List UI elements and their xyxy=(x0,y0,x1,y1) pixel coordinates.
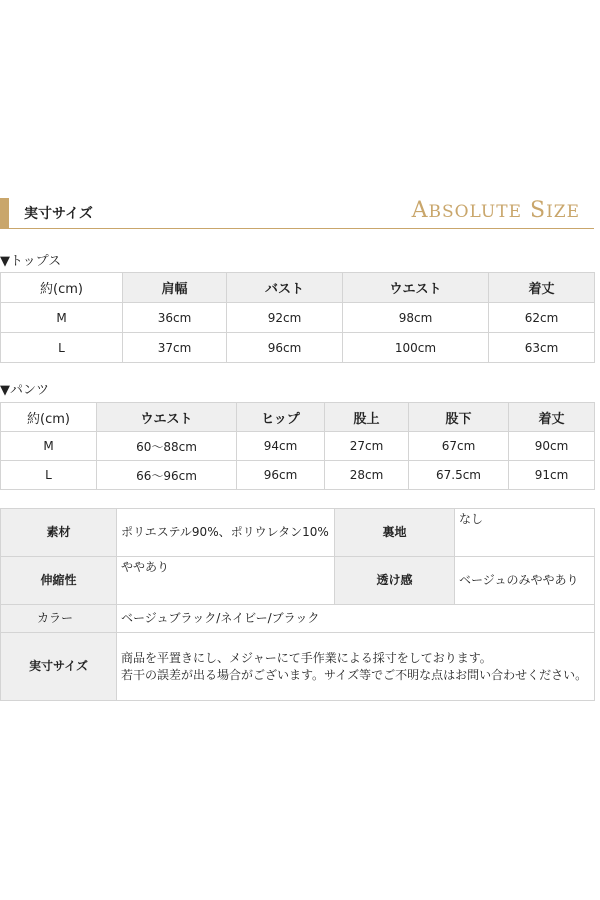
header-cell: 股下 xyxy=(409,403,509,432)
sheer-label: 透け感 xyxy=(335,557,455,605)
header-cell: ウエスト xyxy=(343,273,489,303)
header-cell: ウエスト xyxy=(97,403,237,432)
header-cell: 股上 xyxy=(325,403,409,432)
header-cell: ヒップ xyxy=(237,403,325,432)
material-label: 素材 xyxy=(1,509,117,557)
value-cell: 60〜88cm xyxy=(97,432,237,461)
table-row xyxy=(1,509,595,557)
measure-note: 商品を平置きにし、メジャーにて手作業による採寸をしております。 若干の誤差が出る場合がございます。サイズ等でご不明な点はお問い合わせください。 xyxy=(117,633,595,701)
header-underline xyxy=(0,228,594,229)
table-row xyxy=(1,633,595,701)
value-cell: 66〜96cm xyxy=(97,461,237,490)
header-cell: 着丈 xyxy=(489,273,595,303)
value-cell: 100cm xyxy=(343,333,489,363)
table-header-row xyxy=(1,273,595,303)
value-cell: 27cm xyxy=(325,432,409,461)
material-value: ポリエステル90%、ポリウレタン10% xyxy=(117,509,335,557)
value-cell: 63cm xyxy=(489,333,595,363)
header-cell: 約(cm) xyxy=(1,403,97,432)
pants-size-table xyxy=(0,402,595,490)
header-cell: バスト xyxy=(227,273,343,303)
size-cell: L xyxy=(1,461,97,490)
value-cell: 96cm xyxy=(227,333,343,363)
pants-label: ▼パンツ xyxy=(0,383,49,398)
value-cell: 67cm xyxy=(409,432,509,461)
header-cell: 約(cm) xyxy=(1,273,123,303)
table-row xyxy=(1,333,595,363)
measure-label: 実寸サイズ xyxy=(1,633,117,701)
table-row xyxy=(1,432,595,461)
section-title: 実寸サイズ xyxy=(24,206,93,222)
tops-size-table xyxy=(0,272,595,363)
value-cell: 90cm xyxy=(509,432,595,461)
value-cell: 36cm xyxy=(123,303,227,333)
product-info-table xyxy=(0,508,595,701)
value-cell: 67.5cm xyxy=(409,461,509,490)
size-cell: M xyxy=(1,303,123,333)
tops-label: ▼トップス xyxy=(0,254,62,269)
value-cell: 91cm xyxy=(509,461,595,490)
size-cell: L xyxy=(1,333,123,363)
table-row xyxy=(1,557,595,605)
section-header xyxy=(0,198,600,232)
stretch-label: 伸縮性 xyxy=(1,557,117,605)
color-label: カラー xyxy=(1,605,117,633)
table-row xyxy=(1,605,595,633)
sheer-value: ベージュのみややあり xyxy=(455,557,595,605)
section-title-en: ABSOLUTE SIZE xyxy=(411,198,580,223)
value-cell: 98cm xyxy=(343,303,489,333)
value-cell: 62cm xyxy=(489,303,595,333)
table-header-row xyxy=(1,403,595,432)
value-cell: 37cm xyxy=(123,333,227,363)
value-cell: 28cm xyxy=(325,461,409,490)
table-row xyxy=(1,303,595,333)
value-cell: 94cm xyxy=(237,432,325,461)
stretch-value: ややあり xyxy=(117,557,335,605)
lining-value: なし xyxy=(455,509,595,557)
header-accent-bar xyxy=(0,198,9,228)
header-cell: 着丈 xyxy=(509,403,595,432)
value-cell: 96cm xyxy=(237,461,325,490)
header-cell: 肩幅 xyxy=(123,273,227,303)
value-cell: 92cm xyxy=(227,303,343,333)
color-value: ベージュブラック/ネイビー/ブラック xyxy=(117,605,595,633)
size-cell: M xyxy=(1,432,97,461)
lining-label: 裏地 xyxy=(335,509,455,557)
table-row xyxy=(1,461,595,490)
